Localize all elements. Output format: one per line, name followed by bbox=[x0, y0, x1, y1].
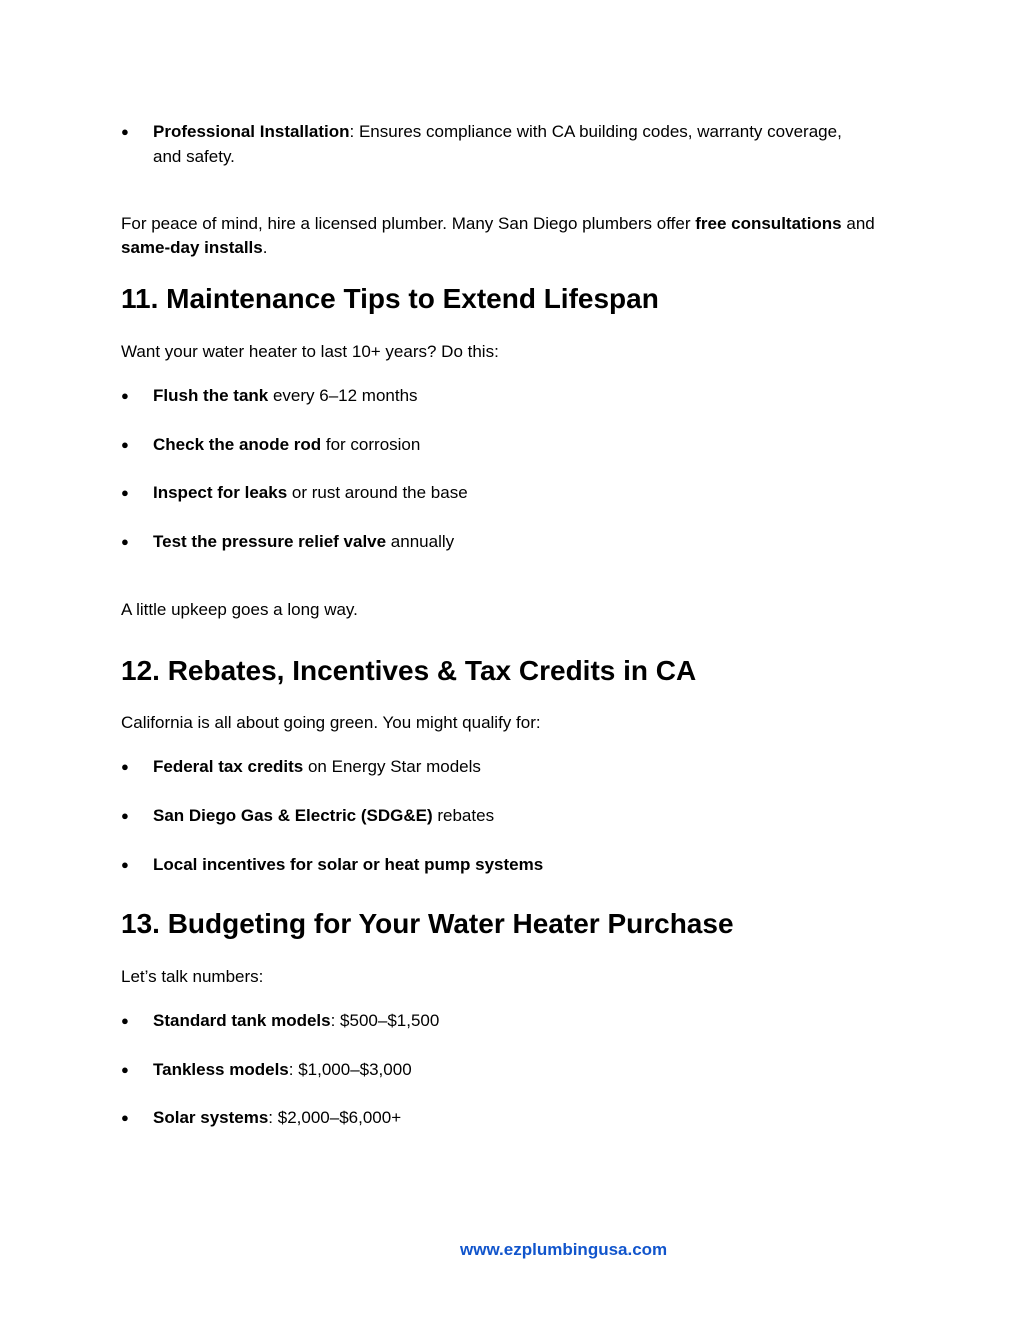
item-text: : Ensures compliance with CA building codes, warranty coverage, and safety. bbox=[153, 122, 842, 166]
bullet-icon: ● bbox=[121, 388, 129, 403]
section-intro: Want your water heater to last 10+ years? Do this: bbox=[121, 342, 499, 361]
text-run: For peace of mind, hire a licensed plumber. Many San Diego plumbers offer bbox=[121, 214, 696, 233]
section-heading: 13. Budgeting for Your Water Heater Purchase bbox=[121, 908, 734, 939]
item-text: every 6–12 months bbox=[268, 386, 418, 405]
item-text: : $500–$1,500 bbox=[330, 1011, 440, 1030]
bullet-icon: ● bbox=[121, 1062, 129, 1077]
list-item bbox=[121, 480, 873, 505]
section-heading: 11. Maintenance Tips to Extend Lifespan bbox=[121, 283, 659, 314]
item-bold: Flush the tank bbox=[153, 386, 269, 405]
bullet-icon: ● bbox=[121, 534, 129, 549]
item-bold: Local incentives for solar or heat pump systems bbox=[153, 855, 544, 874]
section-closing: A little upkeep goes a long way. bbox=[121, 600, 358, 619]
bullet-icon: ● bbox=[121, 485, 129, 500]
section-intro: California is all about going green. You might qualify for: bbox=[121, 713, 541, 732]
bold-run: free consultations bbox=[695, 214, 842, 233]
list-item bbox=[121, 754, 873, 779]
item-text: : $2,000–$6,000+ bbox=[268, 1108, 402, 1127]
list-item bbox=[121, 1057, 873, 1082]
list-item bbox=[121, 432, 873, 457]
bullet-icon: ● bbox=[121, 1013, 129, 1028]
item-bold: Federal tax credits bbox=[153, 757, 304, 776]
item-bold: Professional Installation bbox=[153, 122, 350, 141]
bullet-icon: ● bbox=[121, 124, 129, 139]
bullet-icon: ● bbox=[121, 808, 129, 823]
item-bold: Tankless models bbox=[153, 1060, 289, 1079]
bullet-icon: ● bbox=[121, 1110, 129, 1125]
item-bold: San Diego Gas & Electric (SDG&E) bbox=[153, 806, 433, 825]
item-text: on Energy Star models bbox=[303, 757, 481, 776]
list-item bbox=[121, 852, 873, 877]
paragraph-peace bbox=[121, 212, 911, 260]
section-intro: Let’s talk numbers: bbox=[121, 967, 264, 986]
footer-link[interactable]: www.ezplumbingusa.com bbox=[460, 1240, 668, 1259]
item-text: rebates bbox=[432, 806, 495, 825]
bullet-icon: ● bbox=[121, 437, 129, 452]
section-heading: 12. Rebates, Incentives & Tax Credits in CA bbox=[121, 655, 697, 686]
item-bold: Inspect for leaks bbox=[153, 483, 288, 502]
list-item bbox=[121, 1008, 873, 1033]
item-text: : $1,000–$3,000 bbox=[288, 1060, 412, 1079]
list-item bbox=[121, 119, 873, 169]
item-bold: Test the pressure relief valve bbox=[153, 532, 387, 551]
bold-run: same-day installs bbox=[121, 238, 263, 257]
item-text: or rust around the base bbox=[287, 483, 468, 502]
item-bold: Check the anode rod bbox=[153, 435, 322, 454]
bullet-icon: ● bbox=[121, 857, 129, 872]
item-text: annually bbox=[386, 532, 455, 551]
item-bold: Solar systems bbox=[153, 1108, 269, 1127]
list-item bbox=[121, 383, 873, 408]
text-run: and bbox=[841, 214, 875, 233]
item-bold: Standard tank models bbox=[153, 1011, 331, 1030]
bullet-icon: ● bbox=[121, 759, 129, 774]
list-item bbox=[121, 1105, 873, 1130]
text-run: . bbox=[262, 238, 268, 257]
item-text: for corrosion bbox=[321, 435, 421, 454]
list-item bbox=[121, 529, 873, 554]
list-item bbox=[121, 803, 873, 828]
